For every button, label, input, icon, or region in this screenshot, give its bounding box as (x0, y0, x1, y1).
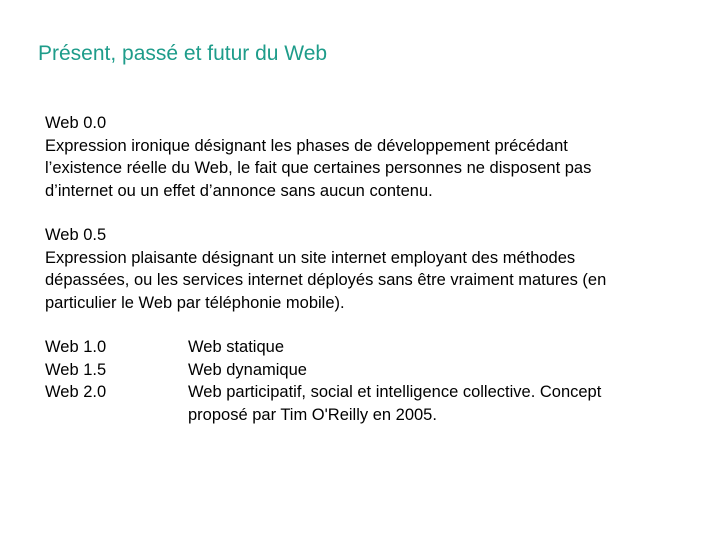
section-line: d’internet ou un effet d’annonce sans aucun contenu. (45, 181, 433, 200)
versions-list (45, 336, 685, 426)
section-line: particulier le Web par téléphonie mobile). (45, 293, 345, 312)
section-line: l’existence réelle du Web, le fait que certaines personnes ne disposent pas (45, 159, 592, 177)
version-description: Web dynamique (188, 360, 307, 379)
section-heading: Web 0.0 (45, 114, 107, 132)
section-line: dépassées, ou les services internet déployés sans être vraiment matures (en (45, 271, 607, 289)
version-label: Web 2.0 (45, 383, 107, 401)
section-heading: Web 0.5 (45, 226, 107, 244)
version-label: Web 1.5 (45, 360, 107, 379)
slide-body (45, 112, 685, 426)
section-web-0-5 (45, 224, 685, 314)
slide-title: Présent, passé et futur du Web (38, 42, 328, 65)
section-line: Expression ironique désignant les phases de développement précédant (45, 136, 568, 155)
version-label: Web 1.0 (45, 338, 107, 356)
section-web-0-0 (45, 112, 685, 202)
section-line: Expression plaisante désignant un site internet employant des méthodes (45, 248, 576, 267)
version-description: Web statique (188, 338, 285, 356)
version-description: Web participatif, social et intelligence collective. Concept proposé par Tim O'Reilly en 2005. (188, 383, 602, 424)
